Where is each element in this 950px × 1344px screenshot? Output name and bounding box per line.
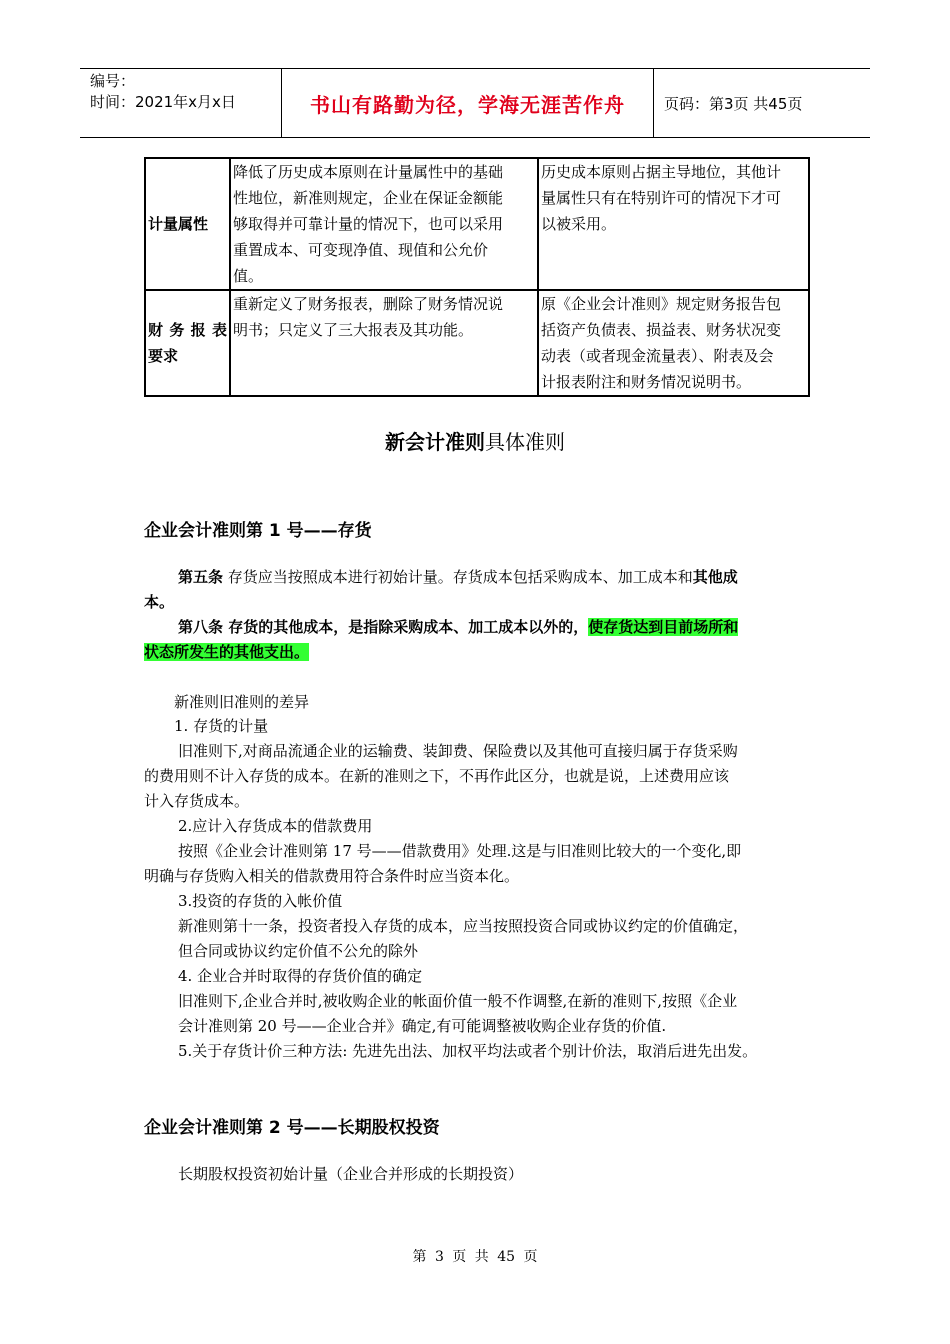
article-5-continued: 本。 <box>144 593 175 611</box>
old-standard-cell <box>538 290 809 396</box>
item-1-title: 1. 存货的计量 <box>174 717 269 735</box>
article-5-text: 存货应当按照成本进行初始计量。存货成本包括采购成本、加工成本和 <box>223 568 693 586</box>
highlighted-text: 使存货达到目前场所和 <box>588 618 739 636</box>
item-2-line: 明确与存货购入相关的借款费用符合条件时应当资本化。 <box>144 867 520 885</box>
page-title <box>0 426 950 455</box>
section-heading: 企业会计准则第 1 号——存货 <box>144 521 372 541</box>
new-standard-cell <box>230 158 538 290</box>
item-1-line: 计入存货成本。 <box>144 792 250 810</box>
item-1-line: 旧准则下,对商品流通企业的运输费、装卸费、保险费以及其他可直接归属于存货采购 <box>178 742 738 760</box>
header-meta <box>80 69 282 137</box>
item-2-line: 按照《企业会计准则第 17 号——借款费用》处理.这是与旧准则比较大的一个变化,即 <box>178 842 742 860</box>
row-label <box>145 290 230 396</box>
article-8-continued <box>144 640 309 665</box>
row-label: 计量属性 <box>145 158 230 290</box>
title-normal: 具体准则 <box>485 430 565 454</box>
cell-line: 原《企业会计准则》规定财务报告包 <box>541 295 782 313</box>
cell-line: 以被采用。 <box>541 215 617 233</box>
cell-line: 历史成本原则占据主导地位，其他计 <box>541 163 782 181</box>
item-3-line: 但合同或协议约定价值不公允的除外 <box>178 942 419 960</box>
highlighted-text: 状态所发生的其他支出。 <box>144 643 310 661</box>
old-standard-cell <box>538 158 809 290</box>
page-footer: 第 3 页 共 45 页 <box>412 1249 538 1265</box>
header-page: 页码：第3页 共45页 <box>664 94 803 113</box>
article-5 <box>178 565 738 590</box>
title-bold: 新会计准则 <box>385 430 485 454</box>
header-motto: 书山有路勤为径，学海无涯苦作舟 <box>282 69 654 137</box>
cell-line: 值。 <box>233 267 264 285</box>
row-label-line: 财 务 报 表 <box>148 321 227 339</box>
cell-line: 计报表附注和财务情况说明书。 <box>541 373 752 391</box>
table-row <box>145 158 809 290</box>
item-4-title: 4. 企业合并时取得的存货价值的确定 <box>178 967 423 985</box>
cell-line: 动表（或者现金流量表）、附表及会 <box>541 347 774 365</box>
item-4-line: 会计准则第 20 号——企业合并》确定,有可能调整被收购企业存货的价值. <box>178 1017 667 1035</box>
item-5-line: 5.关于存货计价三种方法: 先进先出法、加权平均法或者个别计价法，取消后进先出发。 <box>178 1042 758 1060</box>
cell-line: 性地位，新准则规定，企业在保证金额能 <box>233 189 504 207</box>
article-8 <box>178 615 738 640</box>
item-4-line: 旧准则下,企业合并时,被收购企业的帐面价值一般不作调整,在新的准则下,按照《企业 <box>178 992 738 1010</box>
article-8-text: 第八条 存货的其他成本，是指除采购成本、加工成本以外的， <box>178 618 589 636</box>
article-5-label: 第五条 <box>178 568 224 586</box>
cell-line: 重置成本、可变现净值、现值和公允价 <box>233 241 489 259</box>
header-number: 编号： <box>90 72 136 90</box>
cell-line: 降低了历史成本原则在计量属性中的基础 <box>233 163 504 181</box>
comparison-table <box>144 157 810 397</box>
new-standard-cell <box>230 290 538 396</box>
header-time: 时间：2021年x月x日 <box>90 93 236 111</box>
page-header <box>80 68 870 138</box>
cell-line: 重新定义了财务报表，删除了财务情况说 <box>233 295 504 313</box>
cell-line: 括资产负债表、损益表、财务状况变 <box>541 321 782 339</box>
section-heading: 企业会计准则第 2 号——长期股权投资 <box>144 1118 440 1138</box>
cell-line: 量属性只有在特别许可的情况下才可 <box>541 189 782 207</box>
table-row <box>145 290 809 396</box>
item-2-title: 2.应计入存货成本的借款费用 <box>178 817 373 835</box>
row-label-line: 要求 <box>148 347 179 365</box>
article-5-bold: 其他成 <box>692 568 738 586</box>
section-subtitle: 长期股权投资初始计量（企业合并形成的长期投资） <box>178 1165 524 1183</box>
cell-line: 够取得并可靠计量的情况下，也可以采用 <box>233 215 504 233</box>
diff-title: 新准则旧准则的差异 <box>174 693 310 711</box>
item-3-line: 新准则第十一条，投资者投入存货的成本，应当按照投资合同或协议约定的价值确定， <box>178 917 749 935</box>
cell-line: 明书；只定义了三大报表及其功能。 <box>233 321 474 339</box>
item-1-line: 的费用则不计入存货的成本。在新的准则之下，不再作此区分，也就是说，上述费用应该 <box>144 767 730 785</box>
item-3-title: 3.投资的存货的入帐价值 <box>178 892 343 910</box>
